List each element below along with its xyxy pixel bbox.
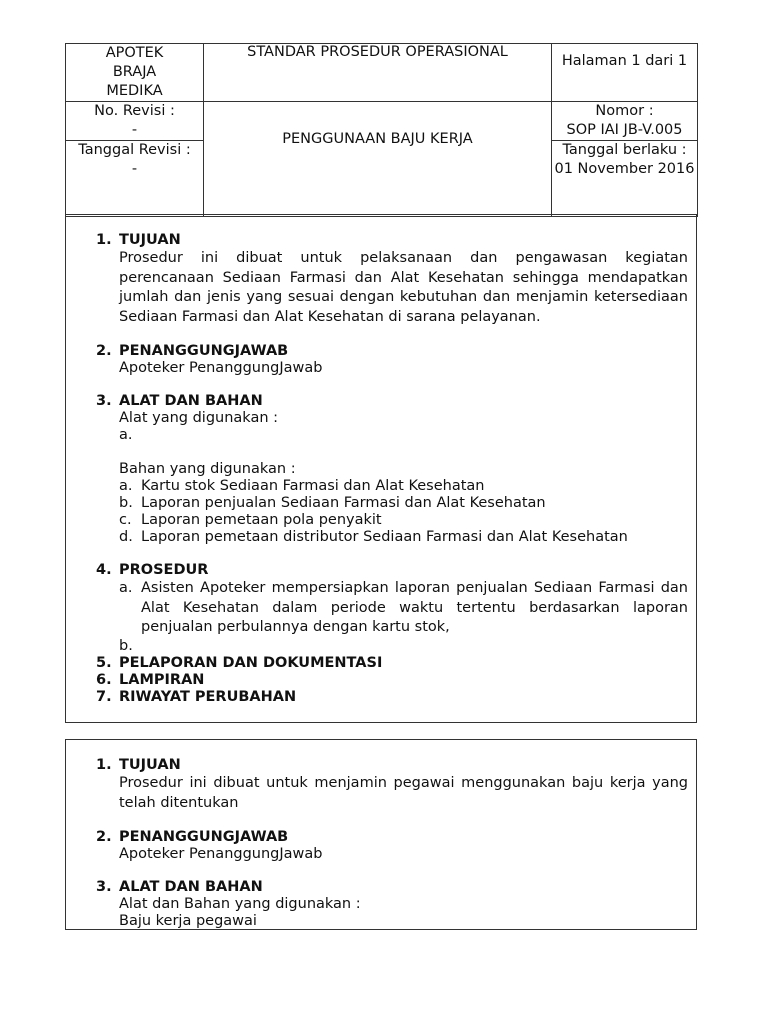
number-label: Nomor : [595,103,654,119]
effective-date-cell [552,141,698,217]
procedure-body-box-2 [65,739,697,930]
section-number: 1. [96,232,112,248]
section-lampiran [66,672,696,689]
list-item [119,638,688,655]
list-text: Laporan penjualan Sediaan Farmasi dan Alat Kesehatan [141,495,546,511]
section-number: 5. [96,654,112,671]
section-text: Prosedur ini dibuat untuk menjamin pegawai menggunakan baju kerja yang telah ditentukan [119,775,688,811]
section-penanggungjawab [66,829,696,863]
section-alat-bahan [66,879,696,930]
revision-date-label: Tanggal Revisi : [78,142,191,158]
company-name-line: BRAJA [112,64,157,80]
section-title: ALAT DAN BAHAN [119,393,263,409]
section-pelaporan [66,655,696,672]
revision-cell [66,102,204,141]
section-number: 6. [96,671,112,688]
list-text: Asisten Apoteker mempersiapkan laporan penjualan Sediaan Farmasi dan Alat Kesehatan dalam periode waktu tertentu berdasarkan laporan penjualan perbulannya dengan kartu stok, [141,580,688,635]
procedure-body-box [65,214,697,723]
list-text: Laporan pemetaan distributor Sediaan Farmasi dan Alat Kesehatan [141,529,628,545]
list-item [119,478,688,495]
effective-date-value: 01 November 2016 [554,161,695,177]
section-text: Prosedur ini dibuat untuk pelaksanaan dan pengawasan kegiatan perencanaan Sediaan Farmasi dan Alat Kesehatan sehingga mendapatkan jumlah dan jenis yang sesuai dengan kebutuhan dan menjamin ketersediaan Sediaan Farmasi dan Alat Kesehatan di sarana pelayanan. [119,250,688,325]
list-letter: c. [119,512,132,528]
section-title: ALAT DAN BAHAN [119,879,263,895]
company-name-line: MEDIKA [106,83,163,99]
company-name-cell [66,44,204,102]
list-letter: a. [119,580,133,596]
doc-type-cell [204,44,552,102]
section-number: 3. [96,879,112,895]
list-letter: d. [119,529,133,545]
section-number: 1. [96,757,112,773]
company-name-line: APOTEK [105,45,164,61]
section-title: TUJUAN [119,757,181,773]
section-prosedur [66,562,696,655]
section-number: 4. [96,562,112,578]
list-text: Kartu stok Sediaan Farmasi dan Alat Kesehatan [141,478,485,494]
section-title: RIWAYAT PERUBAHAN [119,688,297,705]
section-title: LAMPIRAN [119,671,205,688]
section-text: Apoteker PenanggungJawab [119,846,323,862]
section-alat-bahan [66,393,696,546]
list-item [119,495,688,512]
number-value: SOP IAI JB-V.005 [566,122,683,138]
list-letter: b. [119,495,133,511]
section-title: PENANGGUNGJAWAB [119,343,289,359]
list-item [119,427,688,444]
revision-date-cell [66,141,204,217]
section-number: 2. [96,829,112,845]
section-number: 7. [96,688,112,705]
alat-label: Alat yang digunakan : [119,410,279,426]
section-riwayat [66,689,696,706]
section-title: PROSEDUR [119,562,209,578]
list-text: Laporan pemetaan pola penyakit [141,512,382,528]
number-cell [552,102,698,141]
revision-value: - [131,122,138,138]
list-item [119,529,688,546]
section-number: 3. [96,393,112,409]
list-letter: b. [119,637,133,654]
page-count-cell [552,44,698,102]
list-letter: a. [119,478,133,494]
effective-date-label: Tanggal berlaku : [562,142,687,158]
section-tujuan [66,757,696,813]
list-item [119,579,688,638]
section-number: 2. [96,343,112,359]
alat-bahan-value: Baju kerja pegawai [119,913,257,929]
section-title: PENANGGUNGJAWAB [119,829,289,845]
section-title: PELAPORAN DAN DOKUMENTASI [119,654,383,671]
alat-bahan-label: Alat dan Bahan yang digunakan : [119,896,361,912]
list-letter: a. [119,427,133,443]
bahan-label: Bahan yang digunakan : [119,461,296,477]
list-item [119,512,688,529]
sop-header-table [65,43,698,217]
sop-title: PENGGUNAAN BAJU KERJA [282,130,473,147]
doc-type: STANDAR PROSEDUR OPERASIONAL [247,44,508,60]
revision-label: No. Revisi : [94,103,175,119]
page-count: Halaman 1 dari 1 [561,53,688,69]
section-tujuan [66,232,696,327]
sop-title-cell [204,102,552,217]
revision-date-value: - [131,161,138,177]
section-penanggungjawab [66,343,696,377]
section-title: TUJUAN [119,232,181,248]
section-text: Apoteker PenanggungJawab [119,360,323,376]
